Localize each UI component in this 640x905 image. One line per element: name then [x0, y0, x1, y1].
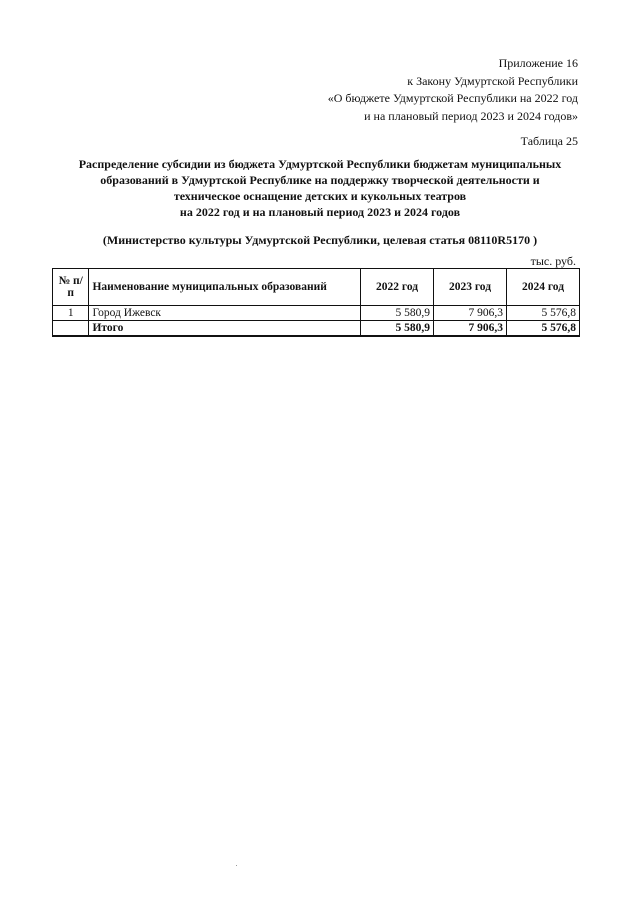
row-name: Город Ижевск [89, 306, 361, 321]
total-value-2022: 5 580,9 [361, 321, 434, 337]
title-line-1: Распределение субсидии из бюджета Удмуртской Республики бюджетам муниципальных [78, 157, 562, 171]
row-index: 1 [53, 306, 89, 321]
total-value-2023: 7 906,3 [434, 321, 507, 337]
subsidy-table [52, 268, 580, 337]
annex-law-period: и на плановый период 2023 и 2024 годов» [364, 108, 578, 123]
title-line-3: техническое оснащение детских и кукольных театров [173, 189, 467, 203]
row-value-2024: 5 576,8 [507, 306, 580, 321]
table-total-row [53, 321, 580, 337]
header-2023: 2023 год [434, 269, 507, 306]
table-header-row [53, 269, 580, 306]
total-value-2024: 5 576,8 [507, 321, 580, 337]
document-title [52, 156, 588, 220]
total-label: Итого [89, 321, 361, 337]
table-number: Таблица 25 [520, 134, 578, 148]
header-2022: 2022 год [361, 269, 434, 306]
annex-number: Приложение 16 [498, 56, 578, 70]
table-row [53, 306, 580, 321]
header-name: Наименование муниципальных образований [89, 269, 361, 306]
units-label: тыс. руб. [530, 254, 576, 268]
annex-law-reference: к Закону Удмуртской Республики [407, 73, 578, 88]
header-index: № п/п [53, 269, 89, 306]
annex-law-title: «О бюджете Удмуртской Республики на 2022 год [327, 91, 578, 105]
row-value-2023: 7 906,3 [434, 306, 507, 321]
scan-speck [236, 865, 237, 866]
header-2024: 2024 год [507, 269, 580, 306]
title-line-4: на 2022 год и на плановый период 2023 и 2024 годов [179, 205, 461, 219]
annex-header [248, 55, 578, 125]
row-value-2022: 5 580,9 [361, 306, 434, 321]
title-line-2: образований в Удмуртской Республике на поддержку творческой деятельности и [100, 173, 540, 187]
total-index-empty [53, 321, 89, 337]
document-subtitle: (Министерство культуры Удмуртской Республики, целевая статья 08110R5170 ) [102, 233, 538, 247]
